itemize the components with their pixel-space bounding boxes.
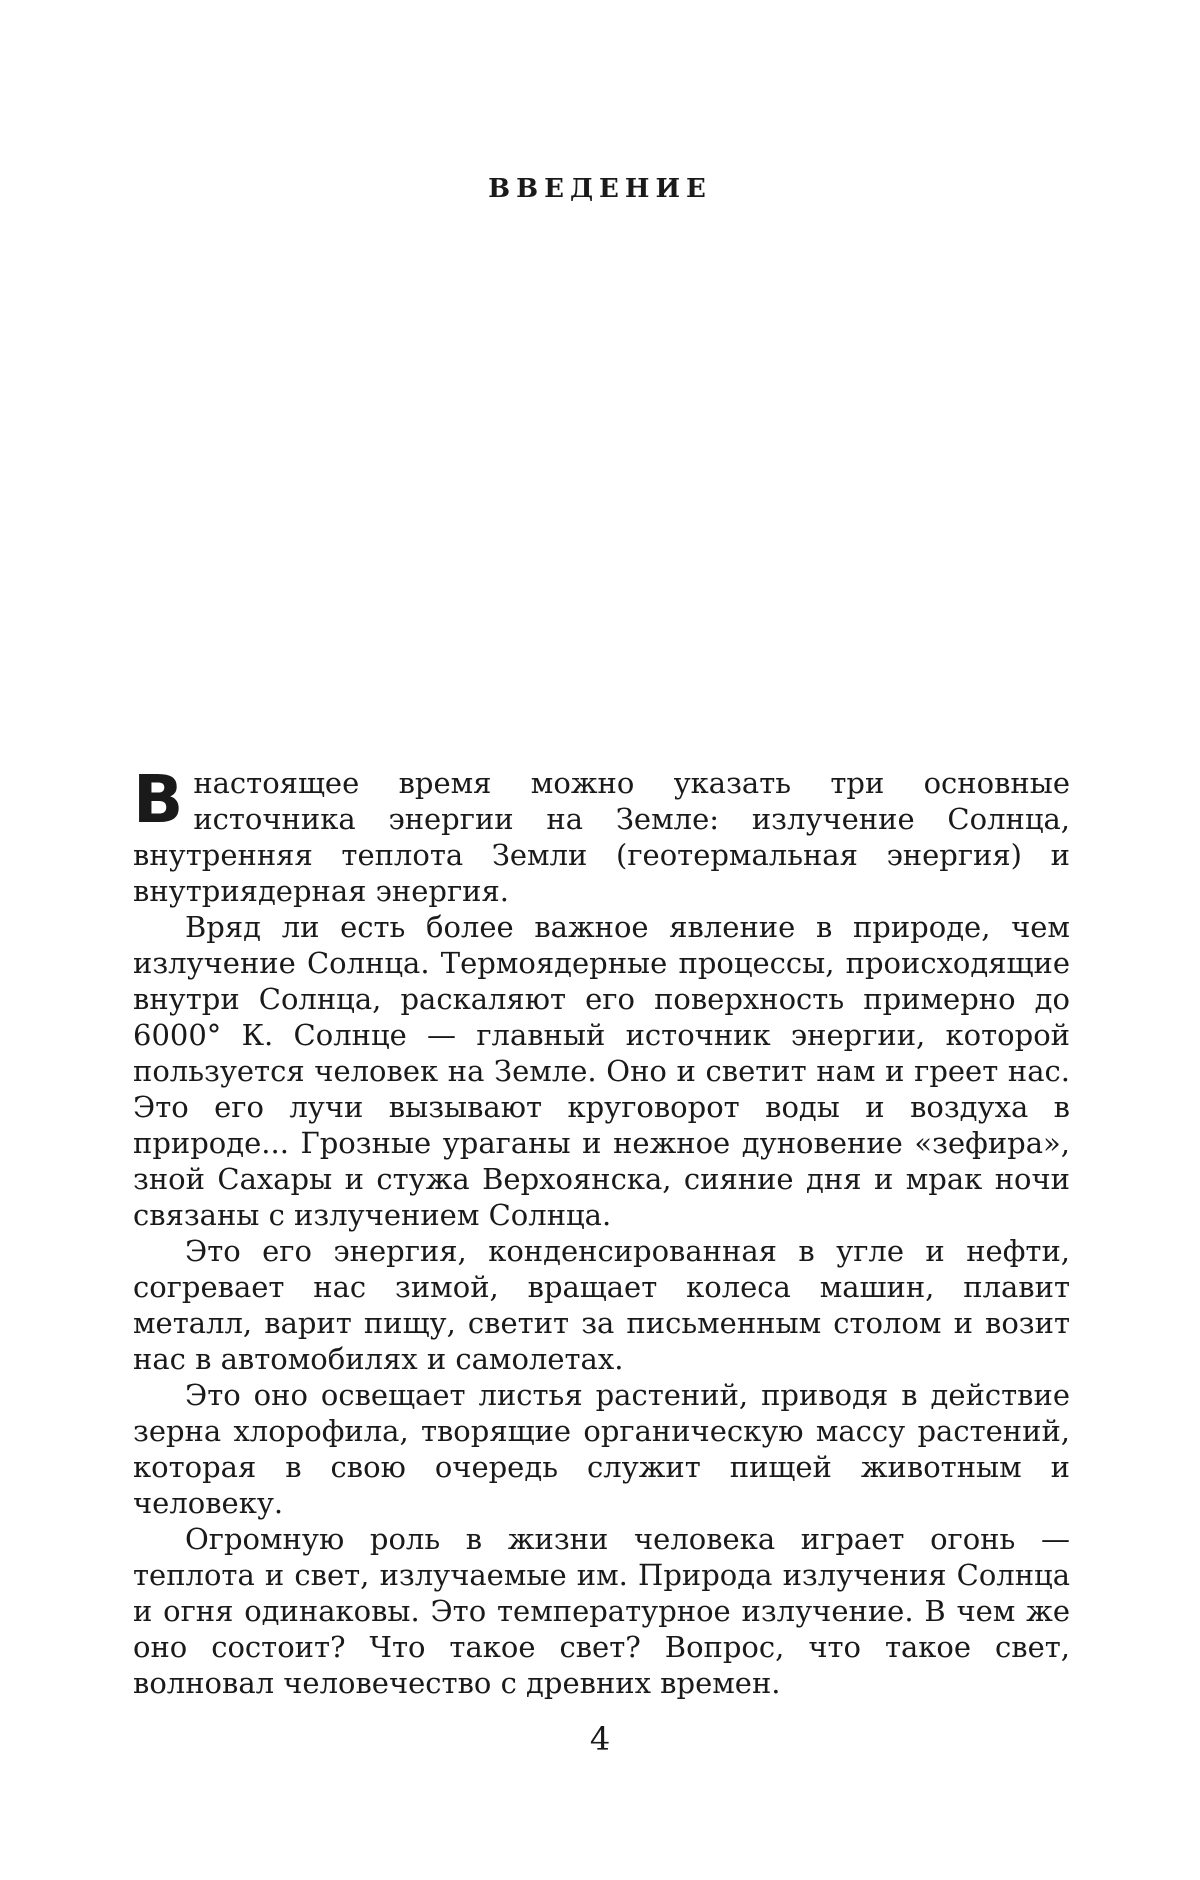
chapter-title: ВВЕДЕНИЕ [488,174,712,204]
paragraph-5: Огромную роль в жизни человека играет огонь — теплота и свет, излучаемые им. Природа излучения Солнца и огня одинаковы. Это температурное излучение. В чем же оно состоит? Что такое свет? Вопрос, что такое свет, волновал человечество с древних времен. [133,1522,1070,1700]
paragraph-4: Это оно освещает листья растений, приводя в действие зерна хлорофила, творящие органическую массу растений, которая в свою очередь служит пищей животным и человеку. [133,1378,1070,1520]
paragraph-2: Вряд ли есть более важное явление в природе, чем излучение Солнца. Термоядерные процессы, происходящие внутри Солнца, раскаляют его поверхность примерно до 6000° К. Солнце — главный источник энергии, которой пользуется человек на Земле. Оно и светит нам и греет нас. Это его лучи вызывают круговорот воды и воздуха в природе... Грозные ураганы и нежное дуновение «зефира», зной Сахары и стужа Верхоянска, сияние дня и мрак ночи связаны с излучением Солнца. [133,910,1070,1232]
paragraph-1 [133,761,1070,909]
paragraph-1-text: настоящее время можно указать три основные источника энергии на Земле: излучение Солнца, внутренняя теплота Земли (геотермальная энергия) и внутриядерная энергия. [133,766,1070,908]
paragraph-3: Это его энергия, конденсированная в угле и нефти, согревает нас зимой, вращает колеса машин, плавит металл, варит пищу, светит за письменным столом и возит нас в автомобилях и самолетах. [133,1234,1070,1376]
page-number: 4 [589,1720,611,1758]
body-text [133,761,1070,1701]
drop-cap: В [133,761,184,838]
